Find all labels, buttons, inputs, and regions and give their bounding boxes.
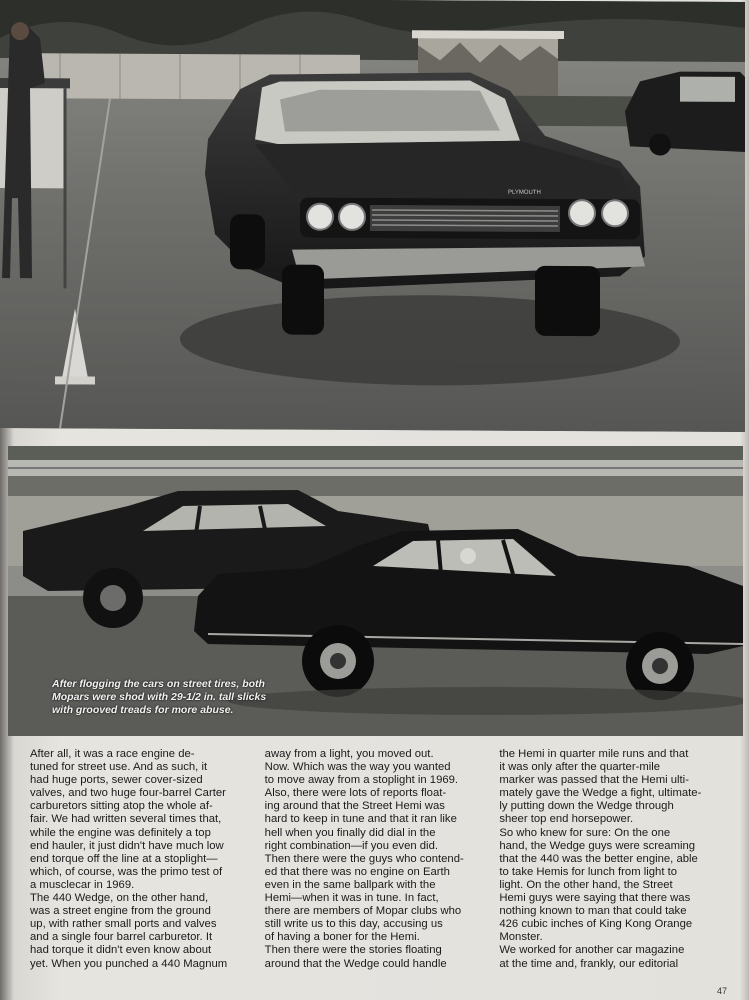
page-number: 47 [716,986,727,996]
photo-caption: After flogging the cars on street tires, both Mopars were shod with 29-1/2 in. tall slicks with grooved treads for more abuse. [52,678,267,716]
article-column-3: the Hemi in quarter mile runs and that it was only after the quarter-mile marker was passed that the Hemi ulti- mately gave the Wedge a fight, ultimate- ly putting down the Wedge through sheer top end horsepower. So who knew for sure: On the one hand, the Wedge guys were screaming that the 440 was the better engine, able to take Hemis for lunch from light to light. On the other hand, the Street Hemi guys were saying that there was nothing known to man that could take 426 cubic inches of King Kong Orange Monster. We worked for another car magazine at the time and, frankly, our editorial [499,748,702,970]
article-column-2: away from a light, you moved out. Now. Which was the way you wanted to move away from a stoplight in 1969. Also, there were lots of reports float- ing around that the Street Hemi was hard to keep in tune and that it ran like hell when you finally did dial in the right combination—if you even did. Then there were the guys who contend- ed that there was no engine on Earth even in the same ballpark with the Hemi—when it was in tune. In fact, there are members of Mopar clubs who still write us to this day, accusing us of having a boner for the Hemi. Then there were the stories floating around that the Wedge could handle [264,748,464,970]
article-column-1: After all, it was a race engine de- tuned for street use. And as such, it had huge ports, sewer cover-sized valves, and two huge four-barrel Carter carburetors sitting atop the whole af- fair. We had written several times that, while the engine was definitely a top end hauler, it just didn't have much low end torque off the line at a stoplight— which, of course, was the primo test of a musclecar in 1969. The 440 Wedge, on the other hand, was a street engine from the ground up, with rather small ports and valves and a single four barrel carburetor. It had torque it didn't even know about yet. When you punched a 440 Magnum [30,748,228,970]
top-photo [0,0,745,432]
car-badge: PLYMOUTH [508,189,541,196]
article-body [30,748,720,978]
road-runner-front-photo [0,0,745,432]
